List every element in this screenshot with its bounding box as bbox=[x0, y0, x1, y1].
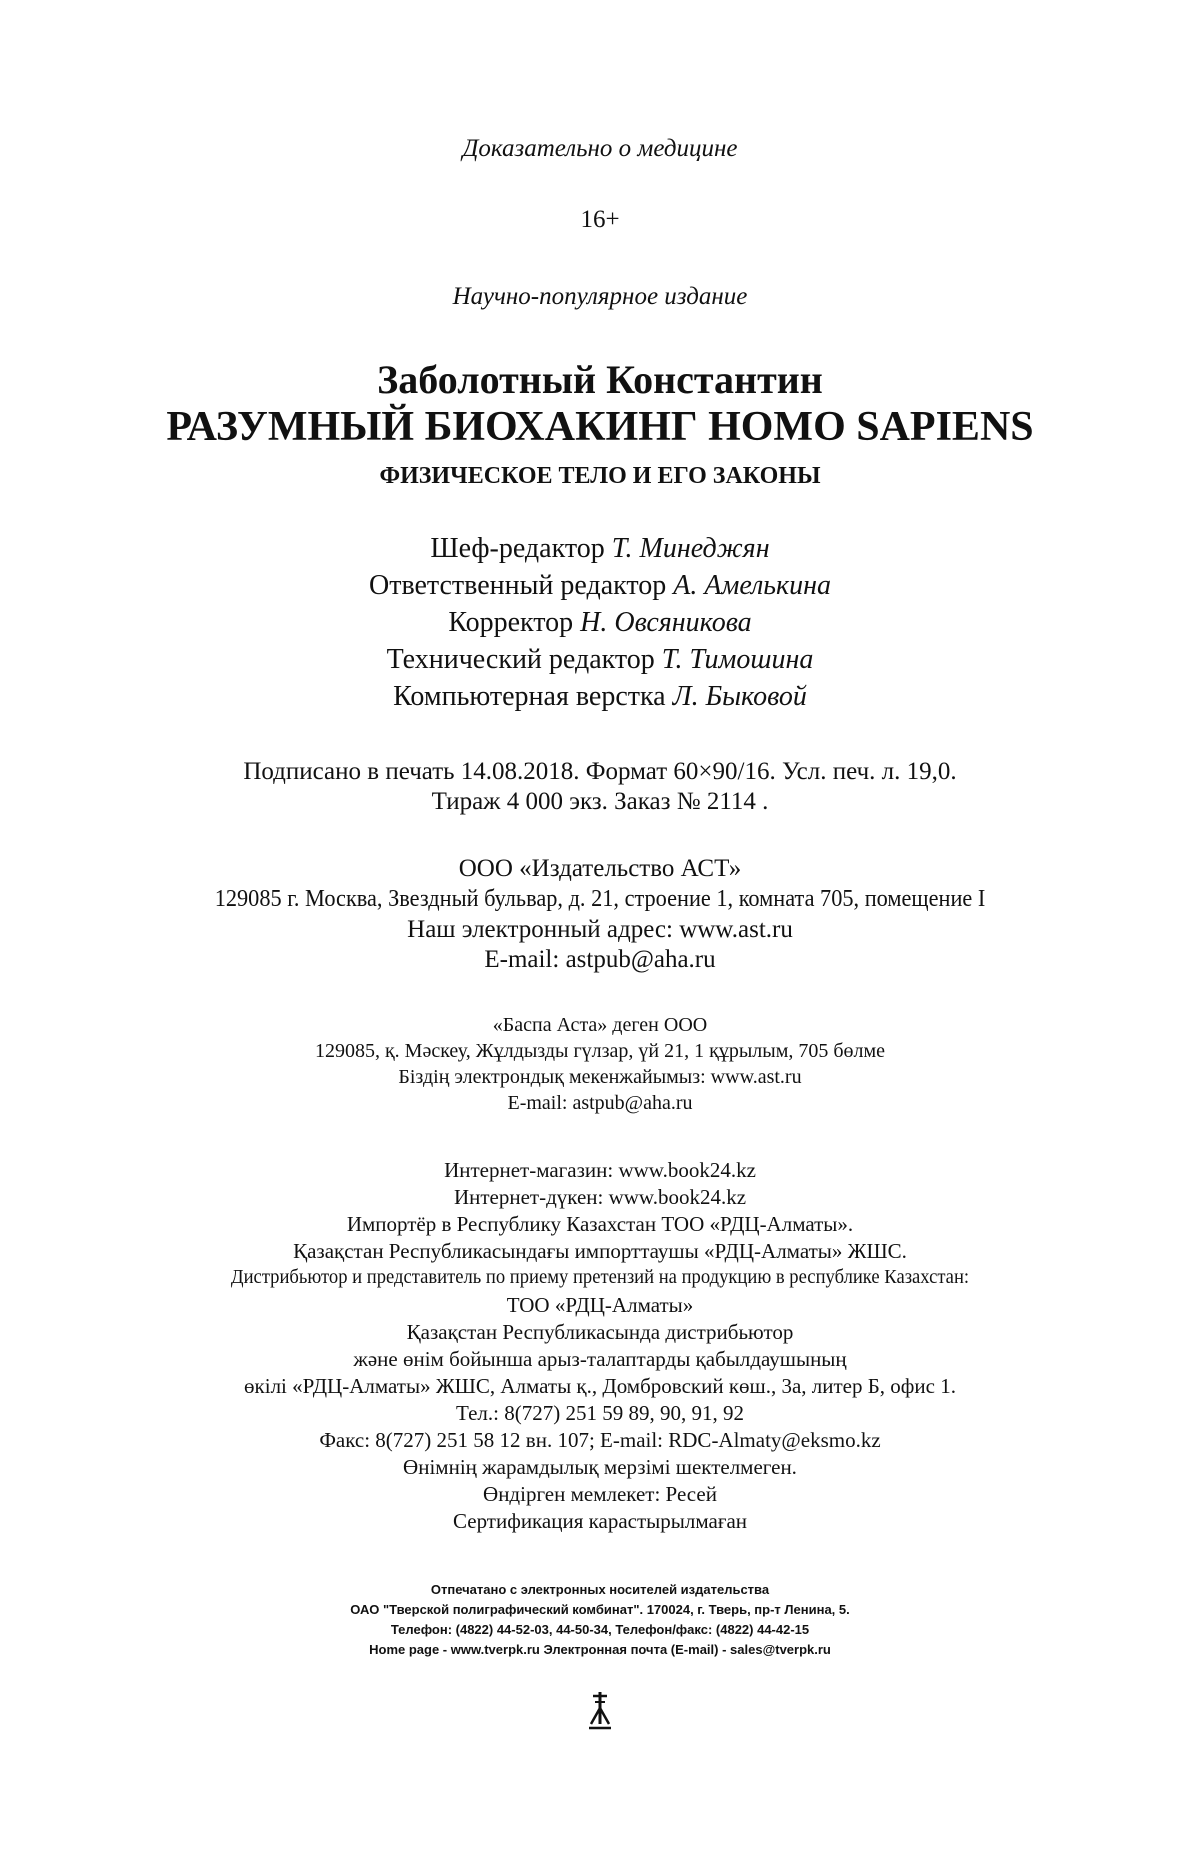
kz-line: Қазақстан Республикасындағы импорттаушы «РДЦ-Алматы» ЖШС. bbox=[293, 1239, 907, 1263]
kz-line: Тел.: 8(727) 251 59 89, 90, 91, 92 bbox=[456, 1401, 744, 1425]
publisher-kz-web: Біздің электрондық мекенжайымыз: www.ast.ru bbox=[398, 1066, 802, 1088]
kz-line: Өнімнің жарамдылық мерзімі шектелмеген. bbox=[403, 1455, 797, 1479]
credit-line bbox=[0, 570, 1200, 602]
kz-line: Өндірген мемлекет: Ресей bbox=[483, 1482, 717, 1506]
printer-line: Телефон: (4822) 44-52-03, 44-50-34, Телефон/факс: (4822) 44-42-15 bbox=[390, 1622, 810, 1637]
credit-name: Т. Минеджян bbox=[611, 533, 770, 564]
credit-role: Шеф-редактор bbox=[430, 533, 605, 564]
kz-line: өкілі «РДЦ-Алматы» ЖШС, Алматы қ., Домбровский көш., 3а, литер Б, офис 1. bbox=[244, 1374, 956, 1398]
credit-role: Технический редактор bbox=[386, 644, 655, 675]
kz-line: Интернет-дүкен: www.book24.kz bbox=[453, 1185, 747, 1209]
edition-type: Научно-популярное издание bbox=[452, 283, 748, 310]
book-subtitle: ФИЗИЧЕСКОЕ ТЕЛО И ЕГО ЗАКОНЫ bbox=[379, 463, 821, 489]
publisher-web: Наш электронный адрес: www.ast.ru bbox=[407, 916, 793, 943]
printer-line: Отпечатано с электронных носителей издательства bbox=[430, 1582, 770, 1597]
credit-name: Т. Тимошина bbox=[661, 644, 814, 675]
kz-line: Сертификация карастырылмаған bbox=[452, 1509, 748, 1533]
printer-line: ОАО "Тверской полиграфический комбинат". 170024, г. Тверь, пр-т Ленина, 5. bbox=[350, 1602, 850, 1617]
kz-line: және өнім бойынша арыз-талаптарды қабылдаушының bbox=[353, 1347, 847, 1371]
publisher-kz-name: «Баспа Аста» деген ООО bbox=[492, 1014, 708, 1036]
credit-name: Н. Овсяникова bbox=[580, 607, 752, 638]
credit-role: Ответственный редактор bbox=[368, 570, 667, 601]
credit-line bbox=[0, 644, 1200, 676]
credit-role: Корректор bbox=[448, 607, 574, 638]
credit-name: Л. Быковой bbox=[672, 681, 807, 712]
publisher-name: ООО «Издательство АСТ» bbox=[458, 855, 742, 882]
credit-line bbox=[0, 533, 1200, 565]
credit-line bbox=[0, 607, 1200, 639]
book-title: РАЗУМНЫЙ БИОХАКИНГ HOMO SAPIENS bbox=[166, 404, 1034, 450]
kz-line: Қазақстан Республикасында дистрибьютор bbox=[406, 1320, 794, 1344]
kz-line: Дистрибьютор и представитель по приему претензий на продукцию в республике Казахстан: bbox=[230, 1266, 970, 1288]
kz-line: Факс: 8(727) 251 58 12 вн. 107; E-mail: RDC-Almaty@eksmo.kz bbox=[319, 1428, 881, 1452]
publisher-kz-email: E-mail: astpub@aha.ru bbox=[507, 1092, 693, 1114]
series-line: Доказательно о медицине bbox=[462, 135, 738, 162]
kz-line: Интернет-магазин: www.book24.kz bbox=[444, 1158, 756, 1182]
publisher-kz-address: 129085, қ. Мәскеу, Жұлдызды гүлзар, үй 21, 1 құрылым, 705 бөлме bbox=[314, 1040, 886, 1062]
print-signed: Подписано в печать 14.08.2018. Формат 60×90/16. Усл. печ. л. 19,0. bbox=[243, 758, 957, 785]
publisher-address: 129085 г. Москва, Звездный бульвар, д. 21, строение 1, комната 705, помещение I bbox=[214, 886, 986, 912]
author-name: Заболотный Константин bbox=[377, 357, 823, 402]
kz-line: Импортёр в Республику Казахстан ТОО «РДЦ-Алматы». bbox=[346, 1212, 854, 1236]
kz-line: ТОО «РДЦ-Алматы» bbox=[506, 1293, 694, 1317]
credit-role: Компьютерная верстка bbox=[393, 681, 666, 712]
credit-name: А. Амелькина bbox=[673, 570, 832, 601]
credit-line bbox=[0, 681, 1200, 713]
printer-line: Home page - www.tverpk.ru Электронная почта (E-mail) - sales@tverpk.ru bbox=[369, 1642, 831, 1657]
printer-logo-icon bbox=[585, 1690, 615, 1732]
publisher-email: E-mail: astpub@aha.ru bbox=[484, 946, 716, 973]
print-run: Тираж 4 000 экз. Заказ № 2114 . bbox=[431, 788, 769, 815]
age-rating: 16+ bbox=[580, 206, 620, 233]
